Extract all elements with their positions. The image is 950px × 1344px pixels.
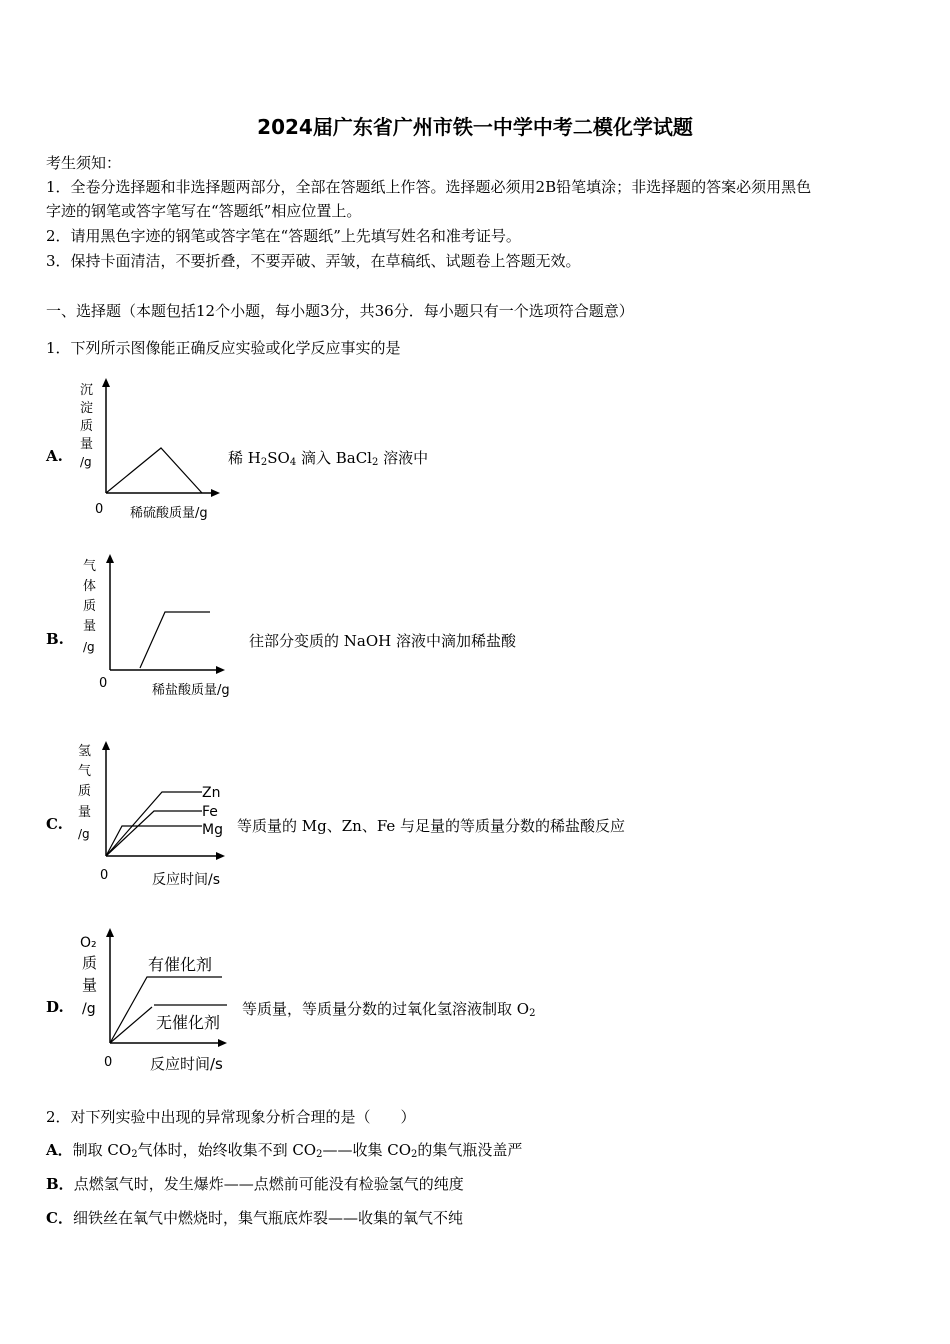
- curve-label-zn: Zn: [202, 785, 221, 801]
- notice-line-3: 3．保持卡面清洁，不要折叠，不要弄破、弄皱，在草稿纸、试题卷上答题无效。: [46, 252, 581, 270]
- ylabel-2: 质: [83, 599, 97, 614]
- option-d-desc: 等质量，等质量分数的过氧化氢溶液制取 $O_2$: [242, 1000, 536, 1019]
- ylabel-2: 质: [78, 784, 92, 799]
- q2-stem: 2．对下列实验中出现的异常现象分析合理的是（ ）: [46, 1108, 416, 1126]
- ylabel-3: 量: [78, 805, 92, 820]
- graph-b: [70, 550, 250, 705]
- x-axis-arrow: [216, 666, 225, 674]
- ylabel-3: 量: [80, 437, 94, 452]
- xlabel: 反应时间/s: [152, 872, 221, 888]
- x-axis-arrow: [211, 489, 220, 497]
- origin-label: 0: [100, 868, 109, 883]
- ylabel-0: 氢: [78, 744, 92, 759]
- ylabel-0: O₂: [80, 935, 97, 951]
- x-axis-arrow: [218, 1039, 227, 1047]
- y-axis-arrow: [102, 741, 110, 750]
- option-d-label: D.: [46, 998, 64, 1016]
- ylabel-4: /g: [78, 827, 90, 841]
- curve-fe: [106, 811, 202, 856]
- ylabel-1: 体: [83, 579, 97, 594]
- option-a-desc: 稀 $H_2SO_4$ 滴入 BaCl$_2$ 溶液中: [228, 449, 429, 468]
- ylabel-1: 质: [82, 954, 98, 972]
- ylabel-2: 量: [82, 976, 98, 994]
- origin-label: 0: [104, 1055, 113, 1070]
- notice-heading: 考生须知：: [46, 154, 122, 172]
- graph-c: [70, 738, 240, 893]
- graph-d: [72, 925, 242, 1075]
- curve-mg: [106, 826, 202, 856]
- ylabel-0: 沉: [80, 383, 94, 398]
- curve-label-no-catalyst: 无催化剂: [156, 1013, 221, 1032]
- x-axis-arrow: [216, 852, 225, 860]
- ylabel-4: /g: [83, 640, 95, 654]
- origin-label: 0: [99, 676, 108, 691]
- ylabel-1: 淀: [80, 401, 94, 416]
- ylabel-3: /g: [82, 1001, 96, 1017]
- option-c-desc: 等质量的 Mg、Zn、Fe 与足量的等质量分数的稀盐酸反应: [237, 817, 626, 835]
- ylabel-4: /g: [80, 455, 92, 469]
- ylabel-3: 量: [83, 619, 97, 634]
- option-b-desc: 往部分变质的 NaOH 溶液中滴加稀盐酸: [249, 632, 516, 650]
- option-a-label: A.: [46, 447, 63, 465]
- xlabel: 反应时间/s: [150, 1055, 223, 1073]
- curve-label-mg: Mg: [202, 822, 223, 838]
- option-b-label: B.: [46, 630, 64, 648]
- curve-no-catalyst: [110, 1007, 152, 1043]
- y-axis-arrow: [106, 928, 114, 937]
- origin-label: 0: [95, 502, 104, 517]
- curve: [106, 448, 202, 493]
- graph-a: [70, 375, 230, 525]
- ylabel-1: 气: [78, 764, 92, 779]
- page-title: 2024届广东省广州市铁一中学中考二模化学试题: [257, 115, 693, 139]
- notice-line-2: 2．请用黑色字迹的钢笔或答字笔在“答题纸”上先填写姓名和准考证号。: [46, 227, 521, 245]
- y-axis-arrow: [106, 554, 114, 563]
- y-axis-arrow: [102, 378, 110, 387]
- curve: [140, 612, 210, 668]
- ylabel-0: 气: [83, 559, 97, 574]
- q2-option-a: A．制取 $CO_2$气体时，始终收集不到 $CO_2——$收集 $CO_2$的集气瓶没盖严: [46, 1141, 523, 1160]
- notice-line-1a: 1．全卷分选择题和非选择题两部分，全部在答题纸上作答。选择题必须用2B铅笔填涂；非选择题的答案必须用黑色: [46, 178, 812, 196]
- option-c-label: C.: [46, 815, 63, 833]
- curve-label-catalyst: 有催化剂: [148, 955, 213, 974]
- q1-stem: 1．下列所示图像能正确反应实验或化学反应事实的是: [46, 339, 401, 357]
- section-heading: 一、选择题（本题包括12个小题，每小题3分，共36分．每小题只有一个选项符合题意）: [46, 302, 634, 320]
- curve-zn: [106, 792, 202, 856]
- q2-option-b: B．点燃氢气时，发生爆炸——点燃前可能没有检验氢气的纯度: [46, 1175, 464, 1193]
- ylabel-2: 质: [80, 419, 94, 434]
- curve-label-fe: Fe: [202, 804, 218, 820]
- notice-line-1b: 字迹的钢笔或答字笔写在“答题纸”相应位置上。: [46, 202, 362, 220]
- xlabel: 稀硫酸质量/g: [130, 506, 208, 521]
- q2-option-c: C．细铁丝在氧气中燃烧时，集气瓶底炸裂——收集的氧气不纯: [46, 1209, 463, 1227]
- curve-catalyst: [110, 977, 222, 1043]
- xlabel: 稀盐酸质量/g: [152, 683, 230, 698]
